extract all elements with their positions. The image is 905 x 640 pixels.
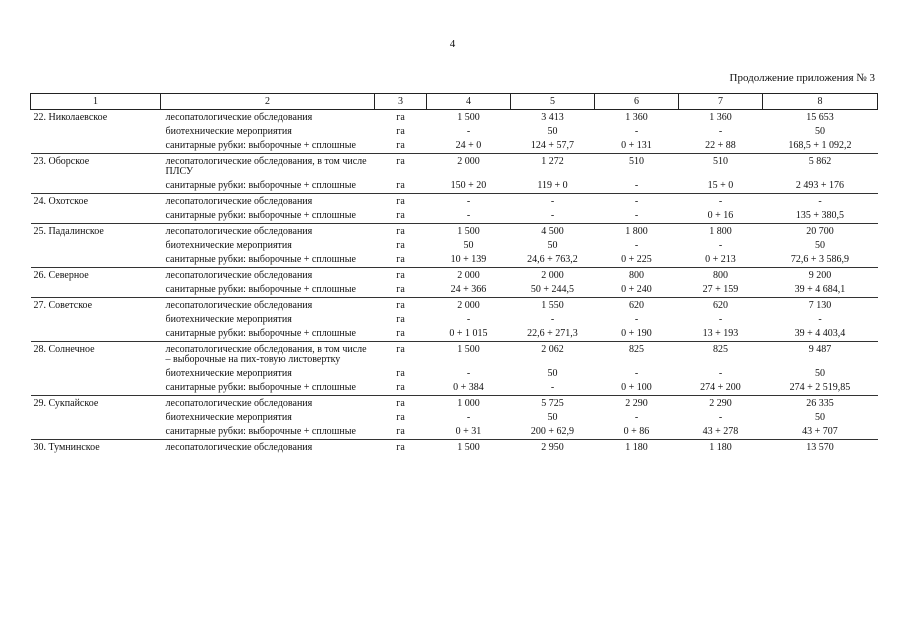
col5-cell: 5 725 (511, 396, 595, 412)
table-row (31, 209, 878, 224)
unit-cell: га (396, 314, 405, 325)
col6-cell: 510 (595, 154, 679, 180)
col6-cell: - (595, 194, 679, 210)
activity-cell: лесопатологические обследования (161, 440, 375, 456)
col8-cell: 7 130 (763, 298, 878, 314)
forestry-name-cell (31, 125, 161, 139)
col4-cell: 150 + 20 (450, 180, 487, 191)
col5-cell: 3 413 (511, 110, 595, 126)
col5-cell: - (550, 382, 555, 393)
activity-cell: лесопатологические обследования (161, 396, 375, 412)
col5-cell: 119 + 0 (537, 180, 568, 191)
forestry-name-cell (31, 283, 161, 298)
col8-cell: 39 + 4 684,1 (794, 284, 846, 295)
forestry-name-cell (31, 139, 161, 154)
col5-cell: 2 062 (511, 342, 595, 368)
col6-cell: 0 + 190 (621, 328, 652, 339)
col6-cell: 1 360 (595, 110, 679, 126)
column-header-8: 8 (763, 94, 878, 110)
col7-cell: 825 (679, 342, 763, 368)
activity-cell: санитарные рубки: выборочные + сплошные (165, 284, 356, 295)
col7-cell: 1 360 (679, 110, 763, 126)
continuation-caption: Продолжение приложения № 3 (729, 72, 875, 84)
activity-cell: лесопатологические обследования (161, 268, 375, 284)
col4-cell: 0 + 384 (453, 382, 484, 393)
col8-cell: 168,5 + 1 092,2 (788, 140, 852, 151)
unit-cell: га (396, 126, 405, 137)
col5-cell: 2 000 (511, 268, 595, 284)
column-header-6: 6 (595, 94, 679, 110)
col6-cell: - (634, 314, 639, 325)
col7-cell: 13 + 193 (702, 328, 739, 339)
col5-cell: - (550, 314, 555, 325)
col6-cell: 800 (595, 268, 679, 284)
column-header-3: 3 (375, 94, 427, 110)
col6-cell: 620 (595, 298, 679, 314)
forestry-name-cell: 30. Тумнинское (31, 440, 161, 456)
unit-cell: га (375, 396, 427, 412)
forestry-name-cell (31, 381, 161, 396)
col6-cell: 825 (595, 342, 679, 368)
header-row (31, 94, 878, 110)
forestry-name-cell (31, 209, 161, 224)
table-row (31, 425, 878, 440)
col6-cell: 0 + 100 (621, 382, 652, 393)
col6-cell: - (634, 180, 639, 191)
col7-cell: 2 290 (679, 396, 763, 412)
col5-cell: 50 (547, 368, 558, 379)
unit-cell: га (396, 254, 405, 265)
page-number: 4 (449, 38, 456, 50)
col4-cell: 2 000 (427, 268, 511, 284)
unit-cell: га (396, 426, 405, 437)
col5-cell: 50 + 244,5 (530, 284, 575, 295)
col7-cell: 274 + 200 (700, 382, 741, 393)
activity-cell: биотехнические мероприятия (165, 368, 292, 379)
col4-cell: 24 + 0 (455, 140, 482, 151)
col7-cell: 0 + 16 (707, 210, 734, 221)
activity-cell: биотехнические мероприятия (165, 240, 292, 251)
unit-cell: га (396, 210, 405, 221)
col7-cell: - (718, 412, 723, 423)
forestry-name-cell: 22. Николаевское (31, 110, 161, 126)
table-row (31, 239, 878, 253)
col5-cell: - (511, 194, 595, 210)
unit-cell: га (396, 240, 405, 251)
col5-cell: 24,6 + 763,2 (527, 254, 578, 265)
col5-cell: 124 + 57,7 (530, 140, 575, 151)
activity-cell: санитарные рубки: выборочные + сплошные (165, 210, 356, 221)
col8-cell: - (818, 314, 822, 325)
col5-cell: 50 (547, 126, 558, 137)
column-header-4: 4 (427, 94, 511, 110)
forestry-name-cell (31, 239, 161, 253)
forestry-name-cell: 26. Северное (31, 268, 161, 284)
col8-cell: - (763, 194, 878, 210)
col8-cell: 43 + 707 (802, 426, 838, 437)
activity-cell: лесопатологические обследования (161, 298, 375, 314)
col8-cell: 72,6 + 3 586,9 (790, 254, 850, 265)
col4-cell: - (427, 194, 511, 210)
col7-cell: - (718, 368, 723, 379)
unit-cell: га (396, 382, 405, 393)
col6-cell: 0 + 225 (621, 254, 652, 265)
col7-cell: 43 + 278 (702, 426, 739, 437)
unit-cell: га (396, 328, 405, 339)
table-row (31, 125, 878, 139)
col7-cell: 800 (679, 268, 763, 284)
unit-cell: га (375, 154, 427, 180)
col6-cell: 0 + 240 (621, 284, 652, 295)
activity-cell: биотехнические мероприятия (165, 314, 292, 325)
col7-cell: 27 + 159 (702, 284, 739, 295)
col8-cell: 50 (815, 126, 825, 137)
forestry-name-cell (31, 313, 161, 327)
col7-cell: 1 180 (679, 440, 763, 456)
col4-cell: 50 (463, 240, 474, 251)
col8-cell: 13 570 (763, 440, 878, 456)
activity-cell: санитарные рубки: выборочные + сплошные (165, 254, 356, 265)
col7-cell: - (679, 194, 763, 210)
col5-cell: 22,6 + 271,3 (527, 328, 578, 339)
unit-cell: га (375, 298, 427, 314)
col8-cell: 135 + 380,5 (795, 210, 845, 221)
col7-cell: 0 + 213 (705, 254, 736, 265)
col4-cell: 1 500 (427, 224, 511, 240)
col8-cell: 20 700 (763, 224, 878, 240)
col6-cell: - (634, 240, 639, 251)
activity-cell: лесопатологические обследования (161, 194, 375, 210)
forestry-name-cell (31, 411, 161, 425)
table-row (31, 110, 878, 126)
table-row (31, 327, 878, 342)
unit-cell: га (396, 180, 405, 191)
col5-cell: 1 550 (511, 298, 595, 314)
col4-cell: 1 000 (427, 396, 511, 412)
col7-cell: - (718, 126, 723, 137)
col7-cell: 15 + 0 (707, 180, 734, 191)
col8-cell: 5 862 (763, 154, 878, 180)
col6-cell: - (634, 412, 639, 423)
col7-cell: 510 (679, 154, 763, 180)
col8-cell: 50 (815, 412, 825, 423)
table-row (31, 154, 878, 180)
col4-cell: - (466, 126, 471, 137)
col6-cell: 1 800 (595, 224, 679, 240)
col5-cell: 4 500 (511, 224, 595, 240)
table-row (31, 283, 878, 298)
unit-cell: га (396, 368, 405, 379)
column-header-2: 2 (161, 94, 375, 110)
column-header-1: 1 (31, 94, 161, 110)
col8-cell: 9 487 (763, 342, 878, 368)
forestry-name-cell: 23. Оборское (31, 154, 161, 180)
col4-cell: 1 500 (427, 342, 511, 368)
unit-cell: га (375, 110, 427, 126)
col4-cell: - (466, 314, 471, 325)
forestry-name-cell (31, 367, 161, 381)
table-row (31, 313, 878, 327)
unit-cell: га (375, 194, 427, 210)
table-body (31, 110, 878, 456)
column-header-7: 7 (679, 94, 763, 110)
col4-cell: - (466, 368, 471, 379)
forestry-name-cell (31, 425, 161, 440)
forestry-name-cell: 29. Сукпайское (31, 396, 161, 412)
activity-cell: биотехнические мероприятия (165, 126, 292, 137)
col4-cell: 0 + 31 (455, 426, 482, 437)
activity-cell: лесопатологические обследования (161, 224, 375, 240)
unit-cell: га (375, 342, 427, 368)
table-row (31, 179, 878, 194)
col8-cell: 15 653 (763, 110, 878, 126)
forestry-name-cell: 25. Падалинское (31, 224, 161, 240)
table-row (31, 194, 878, 210)
col6-cell: 1 180 (595, 440, 679, 456)
col8-cell: 39 + 4 403,4 (794, 328, 846, 339)
col8-cell: 50 (815, 368, 825, 379)
activity-cell: санитарные рубки: выборочные + сплошные (165, 328, 356, 339)
col4-cell: 1 500 (427, 440, 511, 456)
forestry-name-cell (31, 253, 161, 268)
col5-cell: 200 + 62,9 (530, 426, 575, 437)
col4-cell: 24 + 366 (450, 284, 487, 295)
table-row (31, 411, 878, 425)
forestry-name-cell: 28. Солнечное (31, 342, 161, 368)
col5-cell: 1 272 (511, 154, 595, 180)
column-header-5: 5 (511, 94, 595, 110)
col4-cell: 2 000 (427, 154, 511, 180)
col5-cell: 50 (547, 240, 558, 251)
col6-cell: - (634, 210, 639, 221)
col6-cell: - (634, 368, 639, 379)
forest-activities-table (30, 93, 878, 455)
col6-cell: 0 + 131 (621, 140, 652, 151)
activity-cell: санитарные рубки: выборочные + сплошные (165, 382, 356, 393)
col4-cell: 1 500 (427, 110, 511, 126)
col8-cell: 274 + 2 519,85 (789, 382, 851, 393)
activity-cell: санитарные рубки: выборочные + сплошные (165, 426, 356, 437)
col7-cell: 620 (679, 298, 763, 314)
unit-cell: га (396, 284, 405, 295)
unit-cell: га (375, 440, 427, 456)
col7-cell: - (718, 240, 723, 251)
activity-cell: санитарные рубки: выборочные + сплошные (165, 140, 356, 151)
col8-cell: 50 (815, 240, 825, 251)
table-row (31, 253, 878, 268)
activity-cell: лесопатологические обследования, в том числе – выборочные на пих-товую листовертку (161, 342, 375, 368)
table-row (31, 396, 878, 412)
table-row (31, 367, 878, 381)
col4-cell: 10 + 139 (450, 254, 487, 265)
forestry-name-cell (31, 179, 161, 194)
col4-cell: - (466, 412, 471, 423)
unit-cell: га (396, 140, 405, 151)
col7-cell: - (718, 314, 723, 325)
forestry-name-cell: 24. Охотское (31, 194, 161, 210)
table-row (31, 139, 878, 154)
col6-cell: 0 + 86 (623, 426, 650, 437)
unit-cell: га (375, 268, 427, 284)
forestry-name-cell: 27. Советское (31, 298, 161, 314)
col5-cell: - (550, 210, 555, 221)
col8-cell: 2 493 + 176 (795, 180, 845, 191)
col7-cell: 22 + 88 (705, 140, 736, 151)
activity-cell: лесопатологические обследования, в том числе ПЛСУ (161, 154, 375, 180)
unit-cell: га (396, 412, 405, 423)
activity-cell: санитарные рубки: выборочные + сплошные (165, 180, 356, 191)
col7-cell: 1 800 (679, 224, 763, 240)
table-row (31, 342, 878, 368)
activity-cell: лесопатологические обследования (161, 110, 375, 126)
table-row (31, 381, 878, 396)
col5-cell: 2 950 (511, 440, 595, 456)
forestry-name-cell (31, 327, 161, 342)
col8-cell: 26 335 (763, 396, 878, 412)
col4-cell: - (466, 210, 471, 221)
unit-cell: га (375, 224, 427, 240)
table-header (31, 94, 878, 110)
col4-cell: 0 + 1 015 (449, 328, 488, 339)
col8-cell: 9 200 (763, 268, 878, 284)
col6-cell: - (634, 126, 639, 137)
table-row (31, 440, 878, 456)
activity-cell: биотехнические мероприятия (165, 412, 292, 423)
table-row (31, 224, 878, 240)
table-row (31, 298, 878, 314)
col5-cell: 50 (547, 412, 558, 423)
col6-cell: 2 290 (595, 396, 679, 412)
table-row (31, 268, 878, 284)
col4-cell: 2 000 (427, 298, 511, 314)
